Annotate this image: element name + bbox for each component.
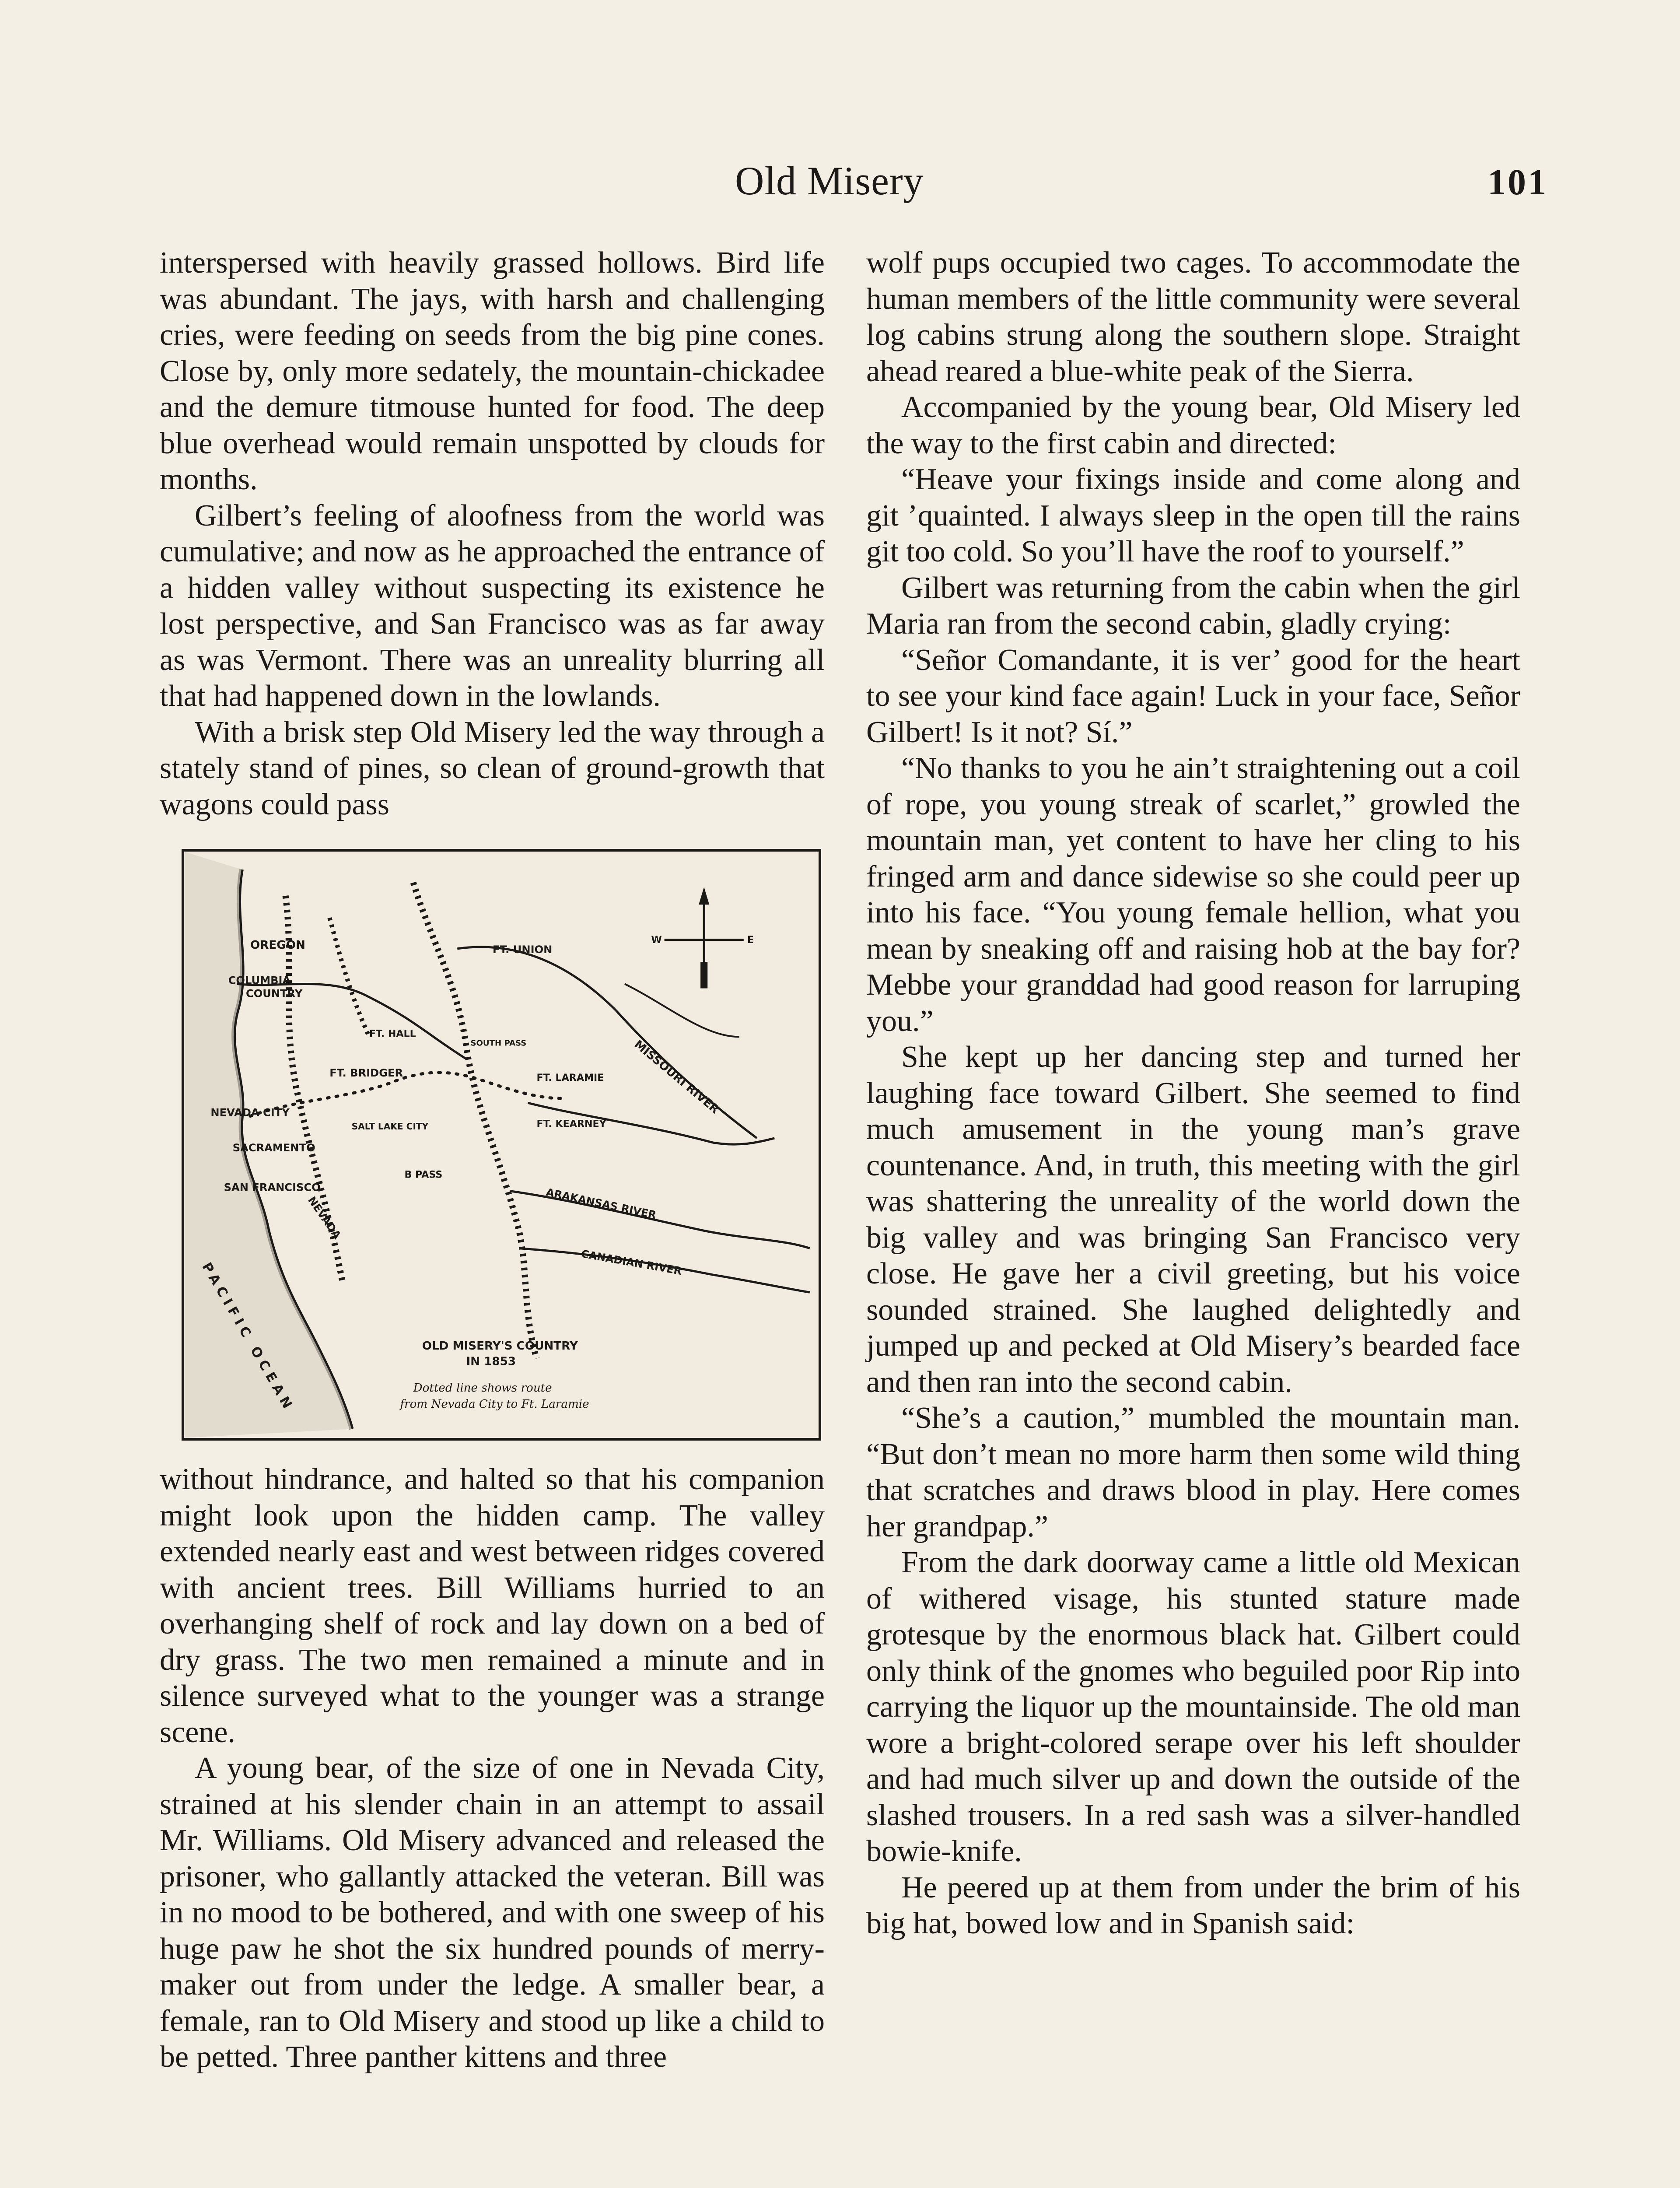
map-label-ft-kearney: FT. KEARNEY: [536, 1118, 606, 1130]
map-label-salt-lake-city: SALT LAKE CITY: [351, 1121, 429, 1132]
paragraph: Accompanied by the young bear, Old Misery led the way to the first cabin and directed:: [866, 390, 1520, 460]
left-column: [160, 245, 825, 2076]
upper-river: [625, 984, 739, 1037]
map-caption-year: IN 1853: [466, 1355, 516, 1368]
map-label-ft-union: FT. UNION: [492, 943, 553, 956]
paragraph: A young bear, of the size of one in Nevada City, strained at his slender chain in an attempt to assail Mr. Williams. Old Misery advanced and released the prisoner, who gallantly attacked the veteran. Bill was in no mood to be bothered, and with one sweep of his huge paw he shot the six hundred pounds of merry-maker out from under the ledge. A smaller bear, a female, ran to Old Misery and stood up like a child to be petted. Three panther kittens and three: [160, 1751, 825, 2074]
map-label-oregon: OREGON: [250, 938, 305, 952]
map-label-nevada: NEVADA: [305, 1194, 343, 1241]
paragraph: “No thanks to you he ain’t straightening out a coil of rope, you young streak of scarlet,” growled the mountain man, yet content to have her cling to his fringed arm and dance sidewise so she could peer up into his face. “You young female hellion, what you mean by sneaking off and raising hob at the bay for? Mebbe your granddad had good reason for larruping you.”: [866, 751, 1520, 1038]
paragraph: interspersed with heavily grassed hollows. Bird life was abundant. The jays, with harsh and challenging cries, were feeding on seeds from the big pine cones. Close by, only more sedately, the mountain-chickadee and the demure titmouse hunted for food. The deep blue overhead would remain unspotted by clouds for months.: [160, 246, 825, 496]
map-label-sacramento: SACRAMENTO: [232, 1142, 315, 1154]
paragraph: From the dark doorway came a little old Mexican of withered visage, his stunted stature made grotesque by the enormous black hat. Gilbert could only think of the gnomes who beguiled poor Rip into carrying the liquor up the mountainside. The old man wore a bright-colored serape over his left shoulder and had much silver up and down the outside of the slashed trousers. In a red sash was a silver-handled bowie-knife.: [866, 1546, 1520, 1868]
map-label-nevada-city: NEVADA CITY: [210, 1106, 290, 1119]
map-note-route: Dotted line shows route: [413, 1381, 552, 1395]
map-label-south-pass: SOUTH PASS: [470, 1038, 527, 1048]
map-label-b-pass: B PASS: [404, 1169, 443, 1181]
map-label-columbia: COLUMBIA: [228, 974, 291, 987]
map-label-san-francisco: SAN FRANCISCO: [224, 1181, 321, 1194]
map-label-missouri-river: MISSOURI RIVER: [631, 1038, 722, 1116]
mountain-range: [329, 918, 369, 1037]
running-title: Old Misery: [735, 158, 924, 203]
paragraph: “She’s a caution,” mumbled the mountain man. “But don’t mean no more harm then some wild thing that scratches and draws blood in play. Here comes her grandpap.”: [866, 1401, 1520, 1543]
map-label-ft-bridger: FT. BRIDGER: [329, 1066, 403, 1079]
page-number: 101: [1488, 162, 1548, 203]
map-label-country: COUNTRY: [245, 987, 303, 1000]
map-illustration: [182, 849, 821, 1441]
paragraph: Gilbert’s feeling of aloofness from the world was cumulative; and now as he approached the entrance of a hidden valley without suspecting its existence he lost perspective, and San Francisco was as far away as was Vermont. There was an unreality blurring all that had happened down in the lowlands.: [160, 498, 825, 713]
compass-arrow-icon: [699, 887, 709, 905]
map-note-route-extent: from Nevada City to Ft. Laramie: [400, 1398, 589, 1411]
paragraph: He peered up at them from under the brim of his big hat, bowed low and in Spanish said:: [866, 1870, 1520, 1940]
map-caption-title: OLD MISERY'S COUNTRY: [422, 1339, 578, 1353]
paragraph: Gilbert was returning from the cabin when the girl Maria ran from the second cabin, gladly crying:: [866, 571, 1520, 641]
paragraph: “Señor Comandante, it is ver’ good for the heart to see your kind face again! Luck in your face, Señor Gilbert! Is it not? Sí.”: [866, 643, 1520, 749]
compass-pointer: [700, 962, 707, 988]
paragraph: “Heave your fixings inside and come along and git ’quainted. I always sleep in the open till the rains git too cold. So you’ll have the roof to yourself.”: [866, 463, 1520, 568]
page-header: [0, 158, 1680, 210]
paragraph: wolf pups occupied two cages. To accommodate the human members of the little community were several log cabins strung along the southern slope. Straight ahead reared a blue-white peak of the Sierra.: [866, 246, 1520, 388]
compass-w-label: W: [651, 934, 662, 946]
map-label-pacific-ocean: PACIFIC OCEAN: [199, 1260, 297, 1415]
paragraph: With a brisk step Old Misery led the way through a stately stand of pines, so clean of ground-growth that wagons could pass: [160, 715, 825, 821]
map-label-arkansas-river: ARAKANSAS RIVER: [545, 1186, 658, 1222]
paragraph: She kept up her dancing step and turned her laughing face toward Gilbert. She seemed to find much amusement in the young man’s grave countenance. And, in truth, this meeting with the girl was shattering the unreality of the world down the big valley and was bringing San Francisco very close. He gave her a civil greeting, but his voice sounded strained. She laughed delightedly and jumped up and pecked at Old Misery’s bearded face and then ran into the second cabin.: [866, 1040, 1520, 1399]
paragraph: without hindrance, and halted so that his companion might look upon the hidden camp. The valley extended nearly east and west between ridges covered with ancient trees. Bill Williams hurried to an overhanging shelf of rock and lay down on a bed of dry grass. The two men remained a minute and in silence surveyed what to the younger was a strange scene.: [160, 1462, 825, 1749]
map-drawing: [184, 852, 819, 1438]
map-label-ft-hall: FT. HALL: [369, 1028, 416, 1040]
map-label-canadian-river: CANADIAN RIVER: [580, 1248, 683, 1278]
map-label-ft-laramie: FT. LARAMIE: [536, 1072, 604, 1083]
compass-e-label: E: [747, 934, 754, 946]
right-column: [866, 245, 1520, 1942]
